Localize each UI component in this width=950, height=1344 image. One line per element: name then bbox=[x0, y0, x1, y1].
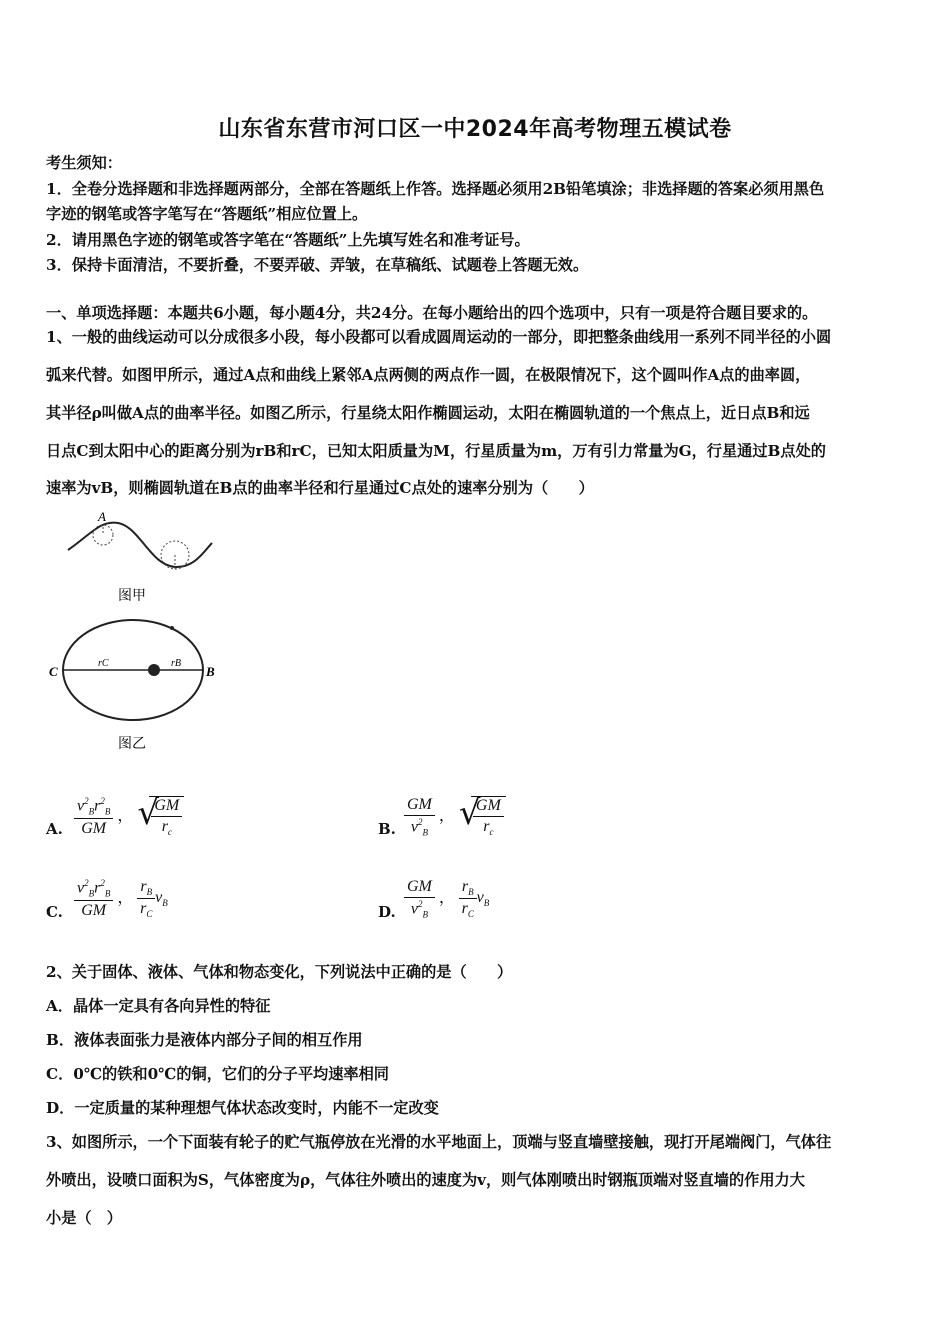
notice-item: 2．请用黑色字迹的钢笔或答字笔在“答题纸”上先填写姓名和准考证号。 bbox=[46, 231, 530, 249]
planet-dot bbox=[170, 626, 174, 630]
q2-option: B．液体表面张力是液体内部分子间的相互作用 bbox=[46, 1031, 363, 1049]
rb-label: rB bbox=[171, 658, 181, 669]
point-b-label: B bbox=[206, 664, 215, 679]
option-d-formula: $\frac{GM}{v^2_B}$ ， $\frac{r_B}{r_C}$ $v_B$ bbox=[404, 878, 489, 920]
q1-line: 速率为vB，则椭圆轨道在B点的曲率半径和行星通过C点处的速率分别为（ ） bbox=[46, 479, 594, 497]
figure-ellipse bbox=[46, 615, 226, 755]
q2-stem: 2、关于固体、液体、气体和物态变化，下列说法中正确的是（ ） bbox=[46, 963, 513, 981]
option-b-formula: $\frac{GM}{v^2_B}$ ， √ $\frac{GM}{r_c}$ bbox=[404, 796, 506, 838]
option-c-label: C. bbox=[46, 903, 63, 921]
q3-line: 小是（ ） bbox=[46, 1209, 122, 1227]
point-a-label: A bbox=[98, 509, 106, 524]
option-a-formula: $\frac{v^2_Br^2_B}{GM}$ ， √ $\frac{GM}{r_c}$ bbox=[74, 796, 184, 838]
q1-line: 日点C到太阳中心的距离分别为rB和rC，已知太阳质量为M，行星质量为m，万有引力常量为G，行星通过B点处的 bbox=[46, 442, 826, 460]
figure-caption: 图甲 bbox=[118, 588, 146, 604]
notice-item: 1．全卷分选择题和非选择题两部分，全部在答题纸上作答。选择题必须用2B铅笔填涂；非选择题的答案必须用黑色 bbox=[46, 180, 825, 198]
option-c-formula: $\frac{v^2_Br^2_B}{GM}$ ， $\frac{r_B}{r_C}$ $v_B$ bbox=[74, 878, 168, 920]
notice-item: 3．保持卡面清洁，不要折叠，不要弄破、弄皱，在草稿纸、试题卷上答题无效。 bbox=[46, 256, 589, 274]
point-c-label: C bbox=[49, 664, 58, 679]
section-heading: 一、单项选择题：本题共6小题，每小题4分，共24分。在每小题给出的四个选项中，只有一项是符合题目要求的。 bbox=[46, 304, 818, 322]
option-a-label: A. bbox=[46, 820, 63, 838]
notice-heading: 考生须知： bbox=[46, 154, 122, 172]
notice-item: 字迹的钢笔或答字笔写在“答题纸”相应位置上。 bbox=[46, 205, 368, 223]
q2-option: C．0℃的铁和0℃的铜，它们的分子平均速率相同 bbox=[46, 1065, 389, 1083]
q3-line: 3、如图所示，一个下面装有轮子的贮气瓶停放在光滑的水平地面上，顶端与竖直墙壁接触，现打开尾端阀门，气体往 bbox=[46, 1133, 832, 1151]
q2-option: A．晶体一定具有各向异性的特征 bbox=[46, 997, 271, 1015]
q1-line: 弧来代替。如图甲所示，通过A点和曲线上紧邻A点两侧的两点作一圆，在极限情况下，这个圆叫作A点的曲率圆， bbox=[46, 366, 811, 384]
q3-line: 外喷出，设喷口面积为S，气体密度为ρ，气体往外喷出的速度为v，则气体刚喷出时钢瓶顶端对竖直墙的作用力大 bbox=[46, 1171, 805, 1189]
q1-line: 其半径ρ叫做A点的曲率半径。如图乙所示，行星绕太阳作椭圆运动，太阳在椭圆轨道的一个焦点上，近日点B和远 bbox=[46, 404, 810, 422]
option-d-label: D. bbox=[378, 903, 396, 921]
q1-line: 1、一般的曲线运动可以分成很多小段，每小段都可以看成圆周运动的一部分，即把整条曲线用一系列不同半径的小圆 bbox=[46, 328, 832, 346]
page-title: 山东省东营市河口区一中2024年高考物理五模试卷 bbox=[218, 117, 732, 142]
sun-dot bbox=[148, 664, 160, 676]
figure-curve bbox=[60, 505, 220, 605]
rc-label: rC bbox=[98, 658, 109, 669]
figure-caption: 图乙 bbox=[118, 736, 146, 752]
q2-option: D．一定质量的某种理想气体状态改变时，内能不一定改变 bbox=[46, 1099, 439, 1117]
option-b-label: B. bbox=[378, 820, 396, 838]
